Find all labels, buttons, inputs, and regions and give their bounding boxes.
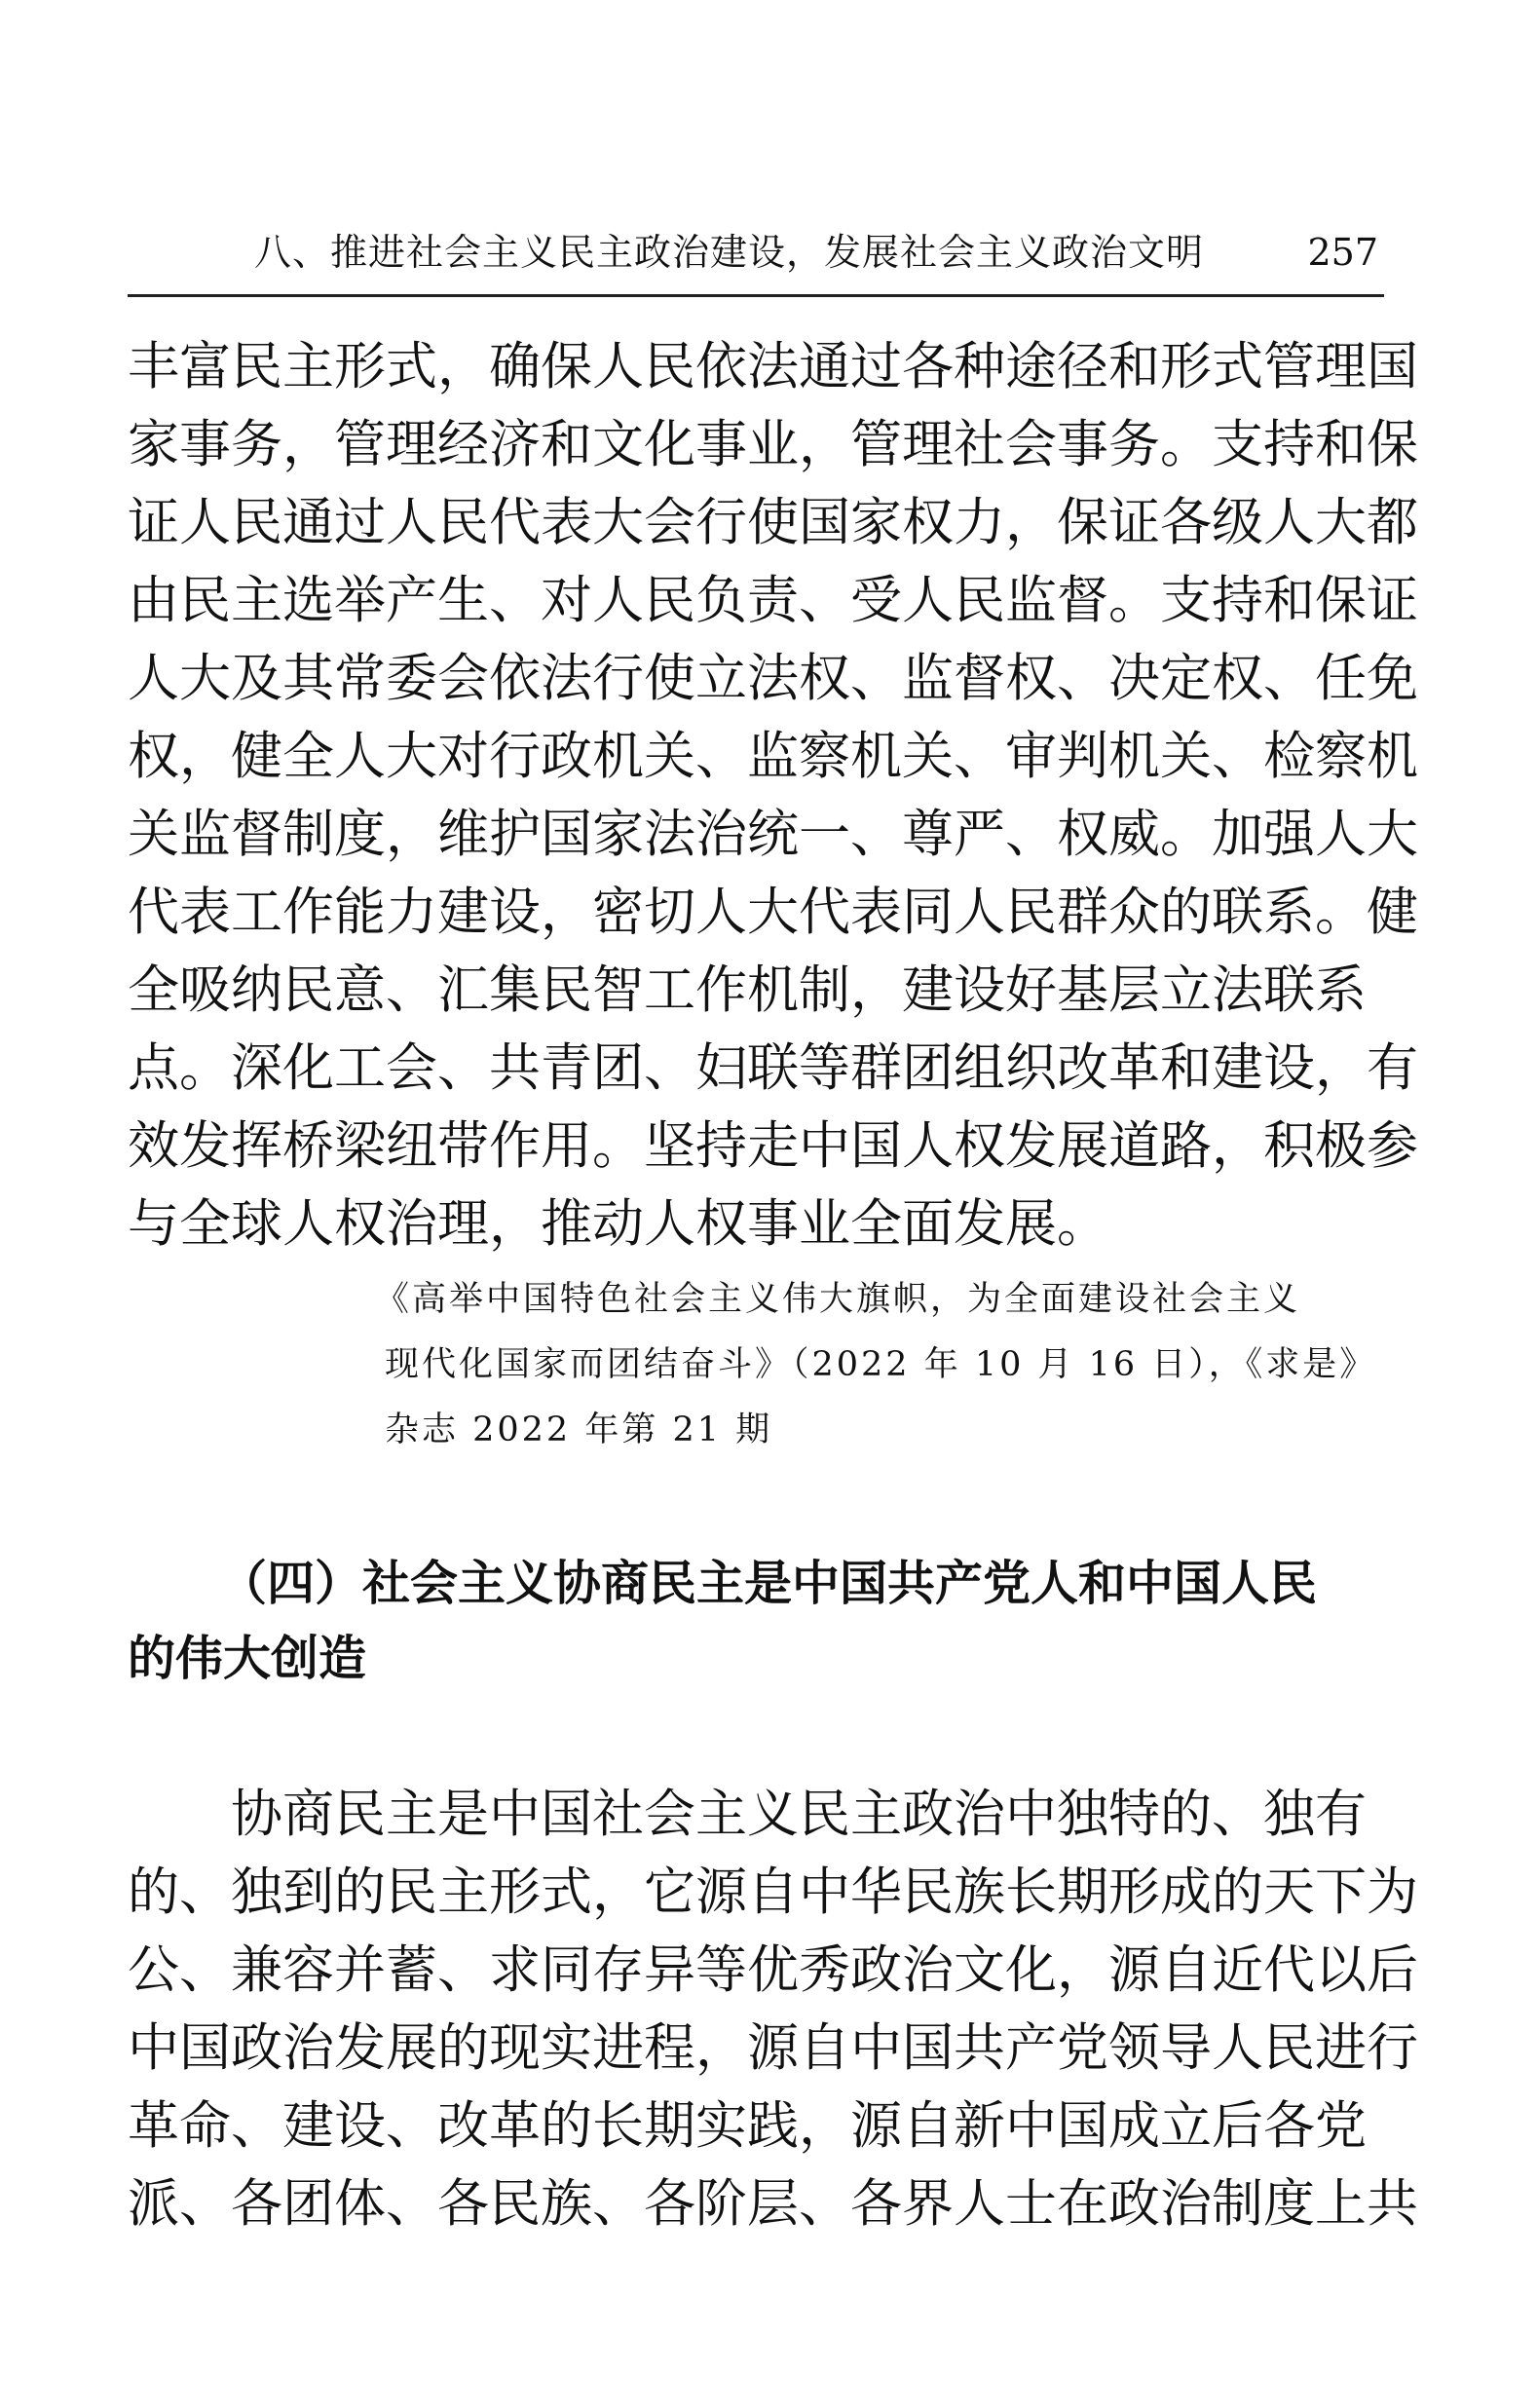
section-heading-line: （四）社会主义协商民主是中国共产党人和中国人民 xyxy=(219,1556,1318,1611)
citation-line: 杂志 2022 年第 21 期 xyxy=(385,1411,773,1449)
text-line: 的、独到的民主形式，它源自中华民族长期形成的天下为 xyxy=(128,1862,1418,1922)
text-line: 由民主选举产生、对人民负责、受人民监督。支持和保证 xyxy=(128,571,1418,630)
text-line: 证人民通过人民代表大会行使国家权力，保证各级人大都 xyxy=(128,493,1418,552)
text-line: 与全球人权治理，推动人权事业全面发展。 xyxy=(128,1194,1108,1254)
section-heading-line: 的伟大创造 xyxy=(128,1631,367,1686)
text-line: 丰富民主形式，确保人民依法通过各种途径和形式管理国 xyxy=(128,337,1418,396)
text-line: 点。深化工会、共青团、妇联等群团组织改革和建设，有 xyxy=(128,1038,1418,1098)
text-line: 公、兼容并蓄、求同存异等优秀政治文化，源自近代以后 xyxy=(128,1940,1418,2000)
text-line: 中国政治发展的现实进程，源自中国共产党领导人民进行 xyxy=(128,2018,1418,2078)
running-header xyxy=(128,216,1384,297)
citation-line: 《高举中国特色社会主义伟大旗帜，为全面建设社会主义 xyxy=(375,1280,1301,1319)
text-line: 代表工作能力建设，密切人大代表同人民群众的联系。健 xyxy=(128,883,1418,942)
text-line: 人大及其常委会依法行使立法权、监督权、决定权、任免 xyxy=(128,649,1418,708)
citation-line: 现代化国家而团结奋斗》（2022 年 10 月 16 日），《求是》 xyxy=(385,1345,1377,1384)
text-line: 全吸纳民意、汇集民智工作机制，建设好基层立法联系 xyxy=(128,960,1367,1020)
text-line: 关监督制度，维护国家法治统一、尊严、权威。加强人大 xyxy=(128,805,1418,864)
text-line: 家事务，管理经济和文化事业，管理社会事务。支持和保 xyxy=(128,415,1418,474)
text-line: 效发挥桥梁纽带作用。坚持走中国人权发展道路，积极参 xyxy=(128,1116,1418,1176)
page-number: 257 xyxy=(1307,231,1378,274)
text-line: 协商民主是中国社会主义民主政治中独特的、独有 xyxy=(231,1785,1367,1844)
text-line: 革命、建设、改革的长期实践，源自新中国成立后各党 xyxy=(128,2096,1367,2156)
running-title: 八、推进社会主义民主政治建设，发展社会主义政治文明 xyxy=(254,231,1205,274)
text-line: 派、各团体、各民族、各阶层、各界人士在政治制度上共 xyxy=(128,2174,1418,2234)
text-line: 权，健全人大对行政机关、监察机关、审判机关、检察机 xyxy=(128,727,1418,786)
